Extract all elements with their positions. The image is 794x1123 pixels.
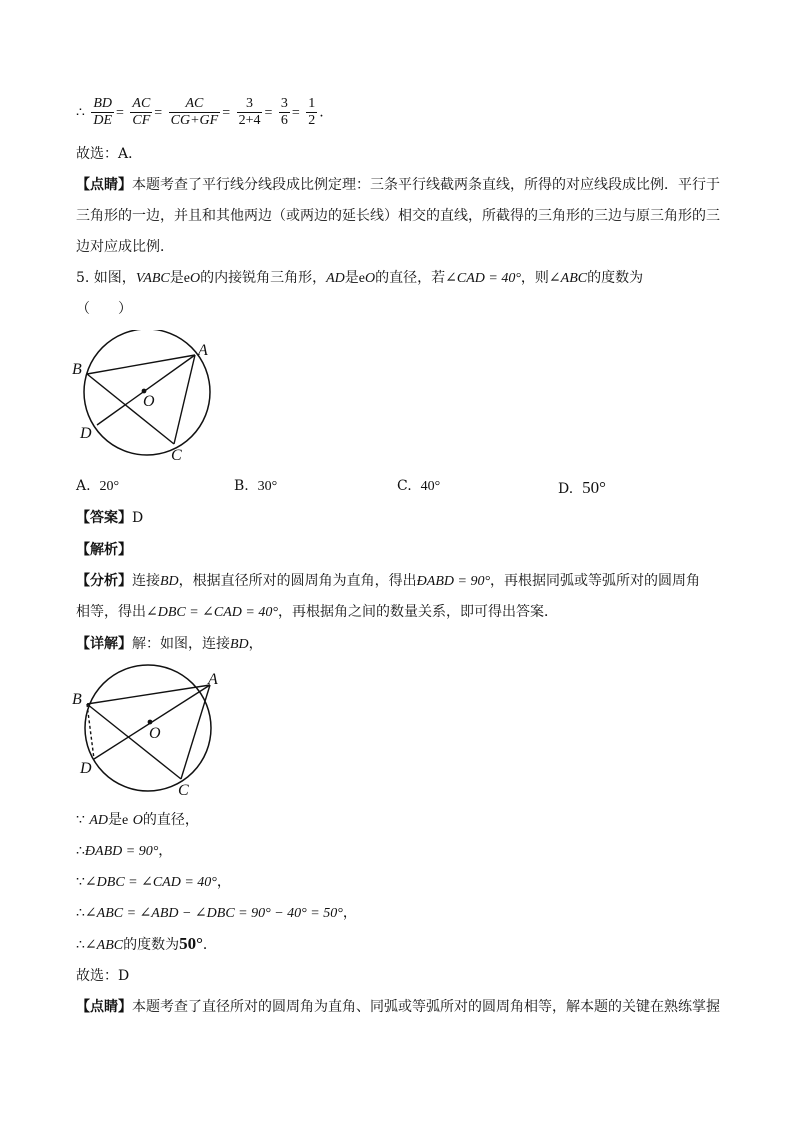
fraction-1-2: $\frac{1}{2}$ xyxy=(308,96,316,128)
fraction-equation: ∴ $\frac{BD}{DE}$ = $\frac{AC}{CF}$ = $\frac{AC}{CG+GF}$ = $\frac{3}{2+4}$ = $\frac{3}{6}$ = $\frac{1}{2}$ . xyxy=(76,96,324,128)
comment-tag: 【点睛】 xyxy=(76,177,132,193)
label-o: O xyxy=(143,393,155,410)
label-a-2: A xyxy=(208,671,218,688)
label-d-2: D xyxy=(80,760,92,777)
label-a: A xyxy=(198,342,208,359)
option-a: A. 20° xyxy=(76,478,120,494)
analysis-line-1: 【分析】连接BD，根据直径所对的圆周角为直角，得出ÐABD = 90°，再根据同弧或等弧所对的圆周角 xyxy=(76,573,701,589)
detail-line: 【详解】解：如图，连接BD， xyxy=(76,636,263,652)
comment-1-line-3: 边对应成比例． xyxy=(76,239,174,255)
fraction-bd-de: $\frac{BD}{DE}$ xyxy=(93,96,113,128)
geometry-figure-1 xyxy=(72,330,232,470)
step-2: ∴ÐABD = 90°， xyxy=(76,843,173,859)
label-c: C xyxy=(171,447,182,464)
step-4: ∴∠ABC = ∠ABD − ∠DBC = 90° − 40° = 50°， xyxy=(76,905,357,921)
option-b: B. 30° xyxy=(234,478,278,494)
answer-label: 【答案】D xyxy=(76,510,144,526)
fraction-3-2plus4: $\frac{3}{2+4}$ xyxy=(238,96,261,128)
option-c: C. 40° xyxy=(397,478,441,494)
label-d: D xyxy=(80,425,92,442)
fraction-ac-cggf: $\frac{AC}{CG+GF}$ xyxy=(170,96,219,128)
step-1: ∵ AD是e O的直径， xyxy=(76,812,199,828)
fraction-ac-cf: $\frac{AC}{CF}$ xyxy=(132,96,151,128)
fraction-3-6: $\frac{3}{6}$ xyxy=(280,96,288,128)
label-b-2: B xyxy=(72,691,82,708)
step-5: ∴∠ABC的度数为50°． xyxy=(76,934,217,953)
step-3: ∵∠DBC = ∠CAD = 40°， xyxy=(76,874,231,890)
analysis-label: 【解析】 xyxy=(76,542,132,558)
question-5-paren: （ ） xyxy=(76,301,132,317)
center-dot-2 xyxy=(148,720,153,725)
segment-bd-dashed xyxy=(87,704,94,759)
segment-bc-2 xyxy=(87,704,181,779)
answer-line-a: 故选：A． xyxy=(76,146,143,162)
label-b: B xyxy=(72,361,82,378)
label-c-2: C xyxy=(178,782,189,799)
geometry-figure-2 xyxy=(70,664,230,804)
label-o-2: O xyxy=(149,725,161,742)
circle-o-2 xyxy=(85,665,211,791)
comment-2-line: 【点睛】本题考查了直径所对的圆周角为直角、同弧或等弧所对的圆周角相等，解本题的关键在熟练掌握 xyxy=(76,999,720,1015)
option-d: D. 50° xyxy=(558,478,606,497)
question-5-stem: 5. 如图，VABC是eO的内接锐角三角形，AD是eO的直径，若∠CAD = 40°，则∠ABC的度数为 xyxy=(76,270,644,286)
answer-line-d: 故选：D xyxy=(76,968,130,984)
segment-ac-2 xyxy=(181,685,210,779)
comment-1-line-1: 【点睛】本题考查了平行线分线段成比例定理：三条平行线截两条直线，所得的对应线段成比例．平行于 xyxy=(76,177,720,193)
segment-ba xyxy=(87,355,195,374)
analysis-line-2: 相等，得出∠DBC = ∠CAD = 40°，再根据角之间的数量关系，即可得出答案． xyxy=(76,604,558,620)
therefore-symbol: ∴ xyxy=(76,104,85,121)
comment-1-line-2: 三角形的一边，并且和其他两边（或两边的延长线）相交的直线，所截得的三角形的三边与原三角形的三 xyxy=(76,208,720,224)
segment-ba-2 xyxy=(87,685,210,704)
